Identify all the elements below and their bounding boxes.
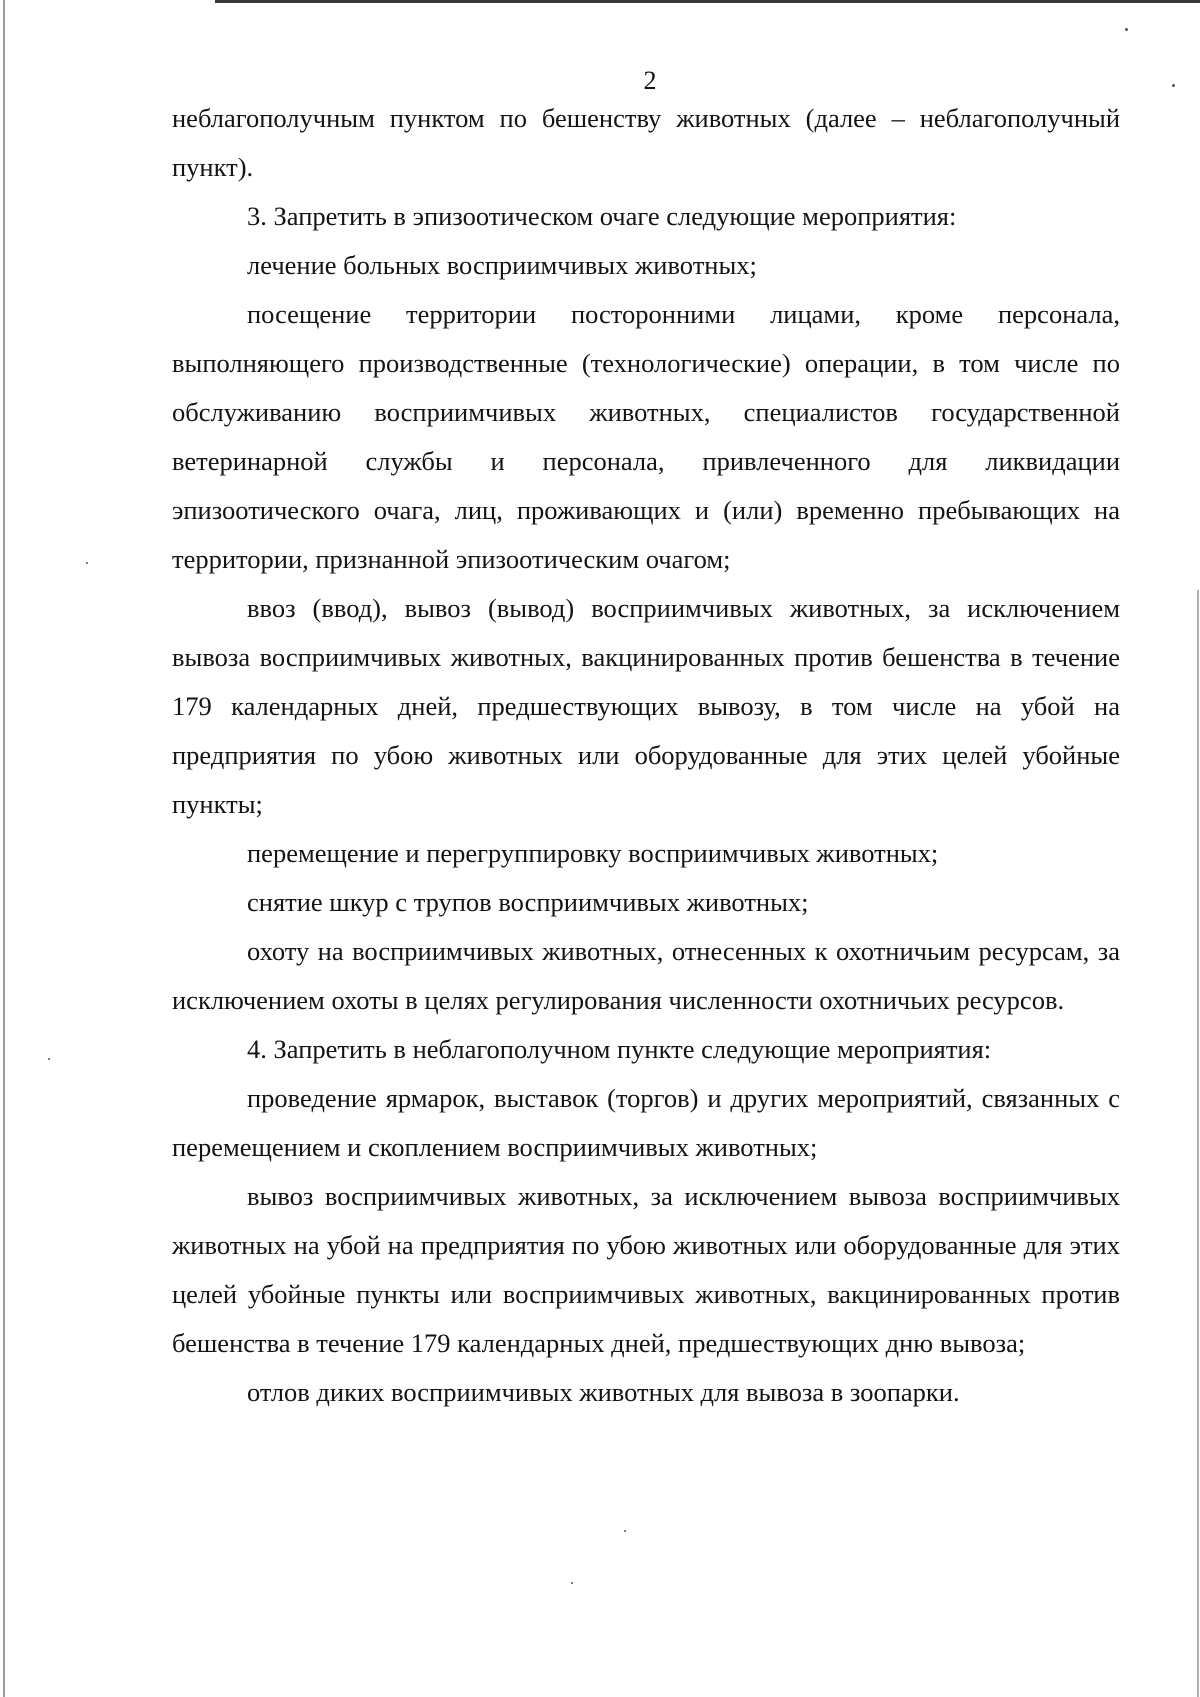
scan-top-border (215, 0, 1200, 3)
scan-speck (571, 1582, 573, 1584)
scan-left-edge (3, 0, 5, 1697)
paragraph: посещение территории посторонними лицами, кроме персонала, выполняющего производственные (технологические) операции, в том числе по обслуживанию восприимчивых животных, специалистов государственной ветеринарной службы и персонала, привлеченного для ликвидации эпизоотического очага, лиц, проживающих и (или) временно пребывающих на территории, признанной эпизоотическим очагом; (172, 299, 1120, 574)
document-body (172, 94, 1120, 1417)
paragraph: проведение ярмарок, выставок (торгов) и других мероприятий, связанных с перемещением и скоплением восприимчивых животных; (172, 1083, 1120, 1162)
scan-speck (48, 1058, 50, 1060)
scan-right-edge (1197, 590, 1199, 1697)
paragraph: ввоз (ввод), вывоз (вывод) восприимчивых животных, за исключением вывоза восприимчивых животных, вакцинированных против бешенства в течение 179 календарных дней, предшествующих вывозу, в том числе на убой на предприятия по убою животных или оборудованные для этих целей убойные пункты; (172, 593, 1120, 819)
paragraph: охоту на восприимчивых животных, отнесенных к охотничьим ресурсам, за исключением охоты в целях регулирования численности охотничьих ресурсов. (172, 936, 1120, 1015)
paragraph: лечение больных восприимчивых животных; (247, 250, 757, 280)
scan-speck (86, 562, 88, 564)
paragraph: неблагополучным пунктом по бешенству животных (далее – неблагополучный пункт). (172, 103, 1120, 182)
paragraph: перемещение и перегруппировку восприимчивых животных; (247, 838, 939, 868)
paragraph: 3. Запретить в эпизоотическом очаге следующие мероприятия: (247, 201, 957, 231)
paragraph: отлов диких восприимчивых животных для вывоза в зоопарки. (247, 1377, 960, 1407)
paragraph: вывоз восприимчивых животных, за исключением вывоза восприимчивых животных на убой на предприятия по убою животных или оборудованные для этих целей убойные пункты или восприимчивых животных, вакцинированных против бешенства в течение 179 календарных дней, предшествующих дню вывоза; (172, 1181, 1120, 1358)
paragraph: снятие шкур с трупов восприимчивых животных; (247, 887, 809, 917)
paragraph: 4. Запретить в неблагополучном пункте следующие мероприятия: (247, 1034, 992, 1064)
scan-speck (624, 1530, 626, 1532)
scan-speck (1125, 28, 1128, 31)
page-number: 2 (643, 66, 657, 95)
